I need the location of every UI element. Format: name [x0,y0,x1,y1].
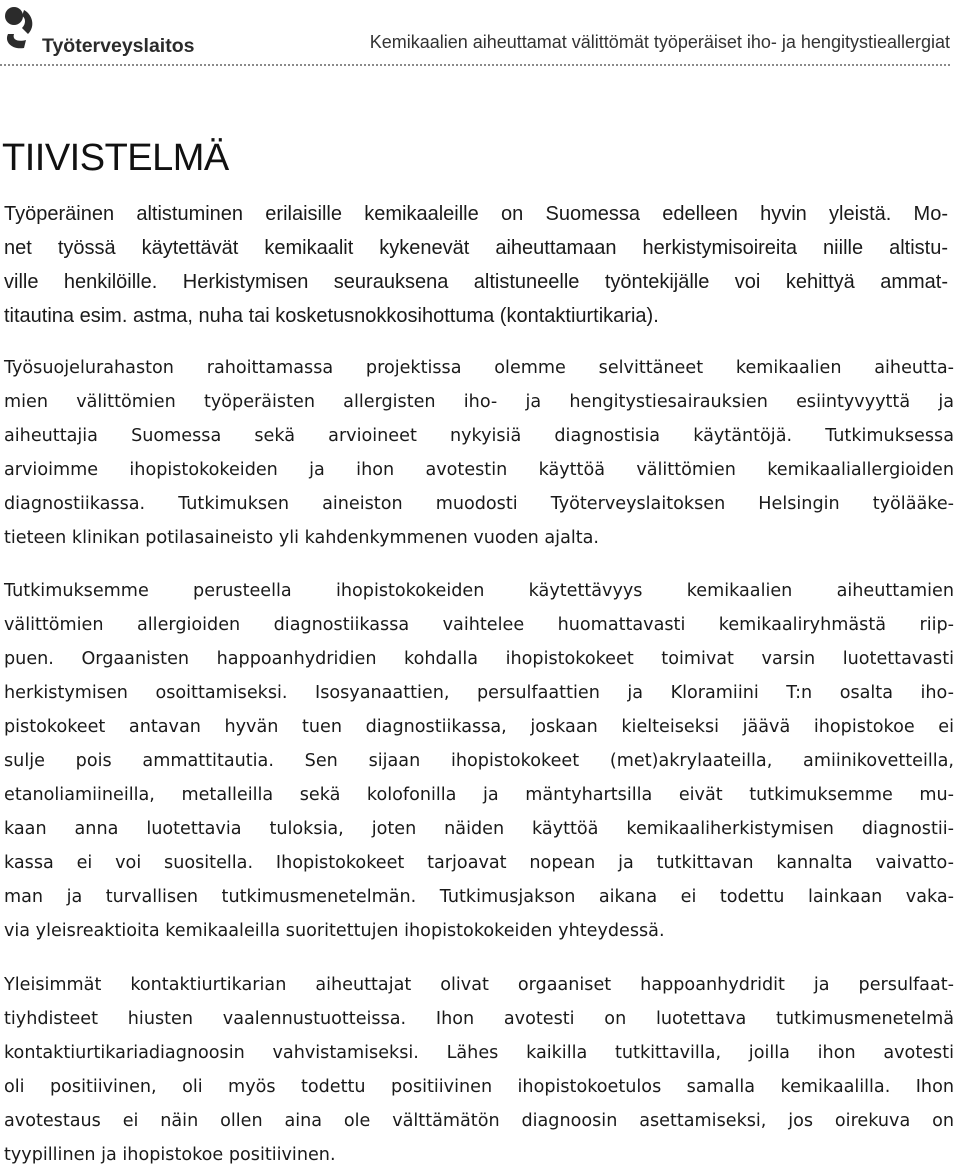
paragraph-line: välittömien allergioiden diagnostiikassa vaihtelee huomattavasti kemikaaliryhmästä riip- [4,615,954,635]
paragraph-line: kassa ei voi suositella. Ihopistokokeet tarjoavat nopean ja tutkittavan kannalta vaivatto- [4,853,954,873]
institute-logo-graphic [2,4,197,58]
header-divider [0,64,950,66]
paragraph-line: kontaktiurtikariadiagnoosin vahvistamiseksi. Lähes kaikilla tutkittavilla, joilla ihon avotesti [4,1043,954,1063]
logo-wordmark: Työterveyslaitos [42,35,195,57]
paragraph-line: tyypillinen ja ihopistokoe positiivinen. [4,1145,336,1165]
paragraph-line: man ja turvallisen tutkimusmenetelmän. Tutkimusjakson aikana ei todettu lainkaan vaka- [4,887,954,907]
paragraph-line: titautina esim. astma, nuha tai kosketusnokkosihottuma (kontaktiurtikaria). [4,305,659,327]
paragraph-line: Tutkimuksemme perusteella ihopistokokeiden käytettävyys kemikaalien aiheuttamien [4,581,954,601]
paragraph-line: Työsuojelurahaston rahoittamassa projektissa olemme selvittäneet kemikaalien aiheutta- [4,358,954,378]
paragraph-line: Työperäinen altistuminen erilaisille kemikaaleille on Suomessa edelleen hyvin yleistä. Mo- [4,203,948,225]
paragraph-2 [4,351,954,555]
paragraph-line: sulje pois ammattitautia. Sen sijaan ihopistokokeet (met)akrylaateilla, amiinikovetteilla, [4,751,954,771]
paragraph-line: etanoliamiineilla, metalleilla sekä kolofonilla ja mäntyhartsilla eivät tutkimuksemme mu- [4,785,954,805]
paragraph-line: aiheuttajia Suomessa sekä arvioineet nykyisiä diagnostisia käytäntöjä. Tutkimuksessa [4,426,954,446]
paragraph-line: via yleisreaktioita kemikaaleilla suoritettujen ihopistokokeiden yhteydessä. [4,921,665,941]
section-heading: TIIVISTELMÄ [2,137,229,179]
paragraph-line: diagnostiikassa. Tutkimuksen aineiston muodosti Työterveyslaitoksen Helsingin työlääke- [4,494,954,514]
paragraph-line: kaan anna luotettavia tuloksia, joten näiden käyttöä kemikaaliherkistymisen diagnostii- [4,819,954,839]
paragraph-line: avotestaus ei näin ollen aina ole välttämätön diagnoosin asettamiseksi, jos oirekuva on [4,1111,954,1131]
paragraph-line: pistokokeet antavan hyvän tuen diagnostiikassa, joskaan kielteiseksi jäävä ihopistokoe ei [4,717,954,737]
institute-logo [2,4,197,58]
paragraph-line: tieteen klinikan potilasaineisto yli kahdenkymmenen vuoden ajalta. [4,528,600,548]
paragraph-line: Yleisimmät kontaktiurtikarian aiheuttajat olivat orgaaniset happoanhydridit ja persulfaat- [4,975,954,995]
paragraph-line: mien välittömien työperäisten allergisten iho- ja hengitystiesairauksien esiintyvyyttä ja [4,392,954,412]
paragraph-line: arvioimme ihopistokokeiden ja ihon avotestin käyttöä välittömien kemikaaliallergioiden [4,460,954,480]
page-header [0,0,960,70]
paragraph-line: herkistymisen osoittamiseksi. Isosyanaattien, persulfaattien ja Kloramiini T:n osalta iho- [4,683,954,703]
paragraph-1 [4,197,948,333]
paragraph-4 [4,968,954,1172]
paragraph-line: oli positiivinen, oli myös todettu positiivinen ihopistokoetulos samalla kemikaalilla. Ihon [4,1077,954,1097]
paragraph-line: tiyhdisteet hiusten vaalennustuotteissa. Ihon avotesti on luotettava tutkimusmenetelmä [4,1009,954,1029]
running-title: Kemikaalien aiheuttamat välittömät työperäiset iho- ja hengitystieallergiat [369,32,950,52]
paragraph-line: ville henkilöille. Herkistymisen seurauksena altistuneelle työntekijälle voi kehittyä ammat- [4,271,948,293]
paragraph-line: net työssä käytettävät kemikaalit kykenevät aiheuttamaan herkistymisoireita niille altistu- [4,237,948,259]
paragraph-line: puen. Orgaanisten happoanhydridien kohdalla ihopistokokeet toimivat varsin luotettavasti [4,649,954,669]
paragraph-3 [4,574,954,948]
